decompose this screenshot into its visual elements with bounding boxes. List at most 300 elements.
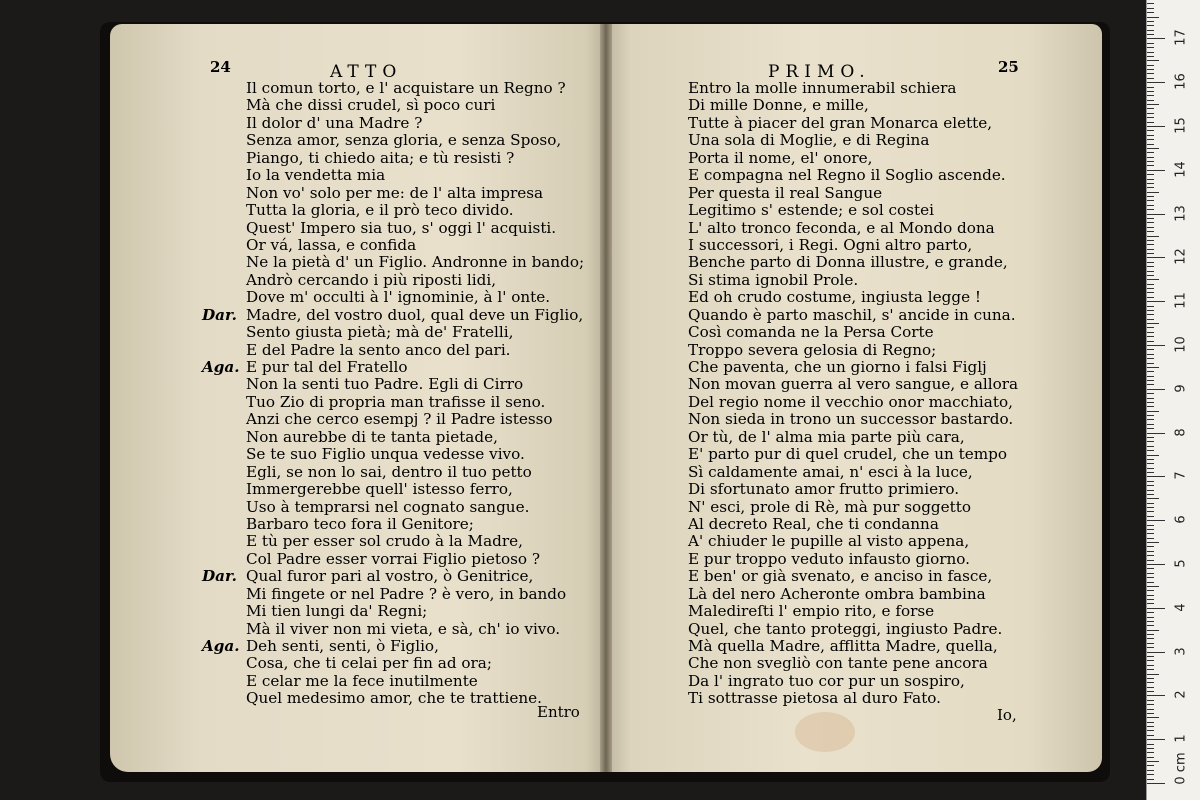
verse-text: Dove m' occulti à l' ignominie, à l' onte. xyxy=(246,288,551,307)
verse-line xyxy=(246,80,584,97)
verse-text: Troppo severa gelosia di Regno; xyxy=(688,340,937,359)
ruler-tick xyxy=(1147,292,1154,293)
ruler-tick xyxy=(1147,643,1154,644)
verse-line xyxy=(202,637,584,655)
verse-line xyxy=(688,673,1018,690)
verse-line xyxy=(246,673,584,690)
verse-line xyxy=(688,411,1018,428)
ruler-tick xyxy=(1147,34,1154,35)
verse-text: A' chiuder le pupille al visto appena, xyxy=(688,532,970,551)
verse-line xyxy=(246,342,584,359)
ruler-tick xyxy=(1147,503,1154,504)
ruler-tick xyxy=(1147,511,1154,512)
verse-text: Cosa, che ti celai per fin ad ora; xyxy=(246,654,492,673)
ruler-tick xyxy=(1147,577,1154,578)
ruler-tick xyxy=(1147,38,1165,39)
verse-line xyxy=(688,237,1018,254)
verse-text: Da l' ingrato tuo cor pur un sospiro, xyxy=(688,671,965,690)
verse-text: Sì caldamente amai, n' esci à la luce, xyxy=(688,462,973,481)
verse-line xyxy=(246,655,584,672)
ruler-tick xyxy=(1147,424,1154,425)
ruler-tick xyxy=(1147,752,1154,753)
ruler-tick xyxy=(1147,56,1154,57)
verse-line xyxy=(246,394,584,411)
ruler-tick xyxy=(1147,65,1154,66)
ruler-tick xyxy=(1147,674,1159,675)
ruler-tick xyxy=(1147,249,1154,250)
verse-line xyxy=(246,237,584,254)
verse-text: Qual furor pari al vostro, ò Genitrice, xyxy=(246,567,534,586)
verse-text: Entro la molle innumerabil schiera xyxy=(688,79,957,97)
verse-text: Porta il nome, el' onore, xyxy=(688,148,873,167)
verse-text: Del regio nome il vecchio onor macchiato, xyxy=(688,392,1013,411)
ruler-tick xyxy=(1147,266,1154,267)
verse-line xyxy=(246,603,584,620)
verse-text: E' parto pur di quel crudel, che un tempo xyxy=(688,445,1007,464)
verse-line xyxy=(688,551,1018,568)
ruler-tick xyxy=(1147,271,1154,272)
ruler-tick xyxy=(1147,463,1154,464)
ruler-tick xyxy=(1147,546,1154,547)
verse-line xyxy=(246,411,584,428)
ruler-tick xyxy=(1147,656,1154,657)
ruler-label: 9 xyxy=(1173,384,1189,393)
verse-text: Benche parto di Donna illustre, e grande, xyxy=(688,253,1008,272)
ruler-tick xyxy=(1147,165,1154,166)
speaker-label: Dar. xyxy=(202,305,237,324)
ruler-tick xyxy=(1147,323,1159,324)
verse-text: Di mille Donne, e mille, xyxy=(688,96,869,115)
verse-text: Sento giusta pietà; mà de' Fratelli, xyxy=(246,323,514,342)
verse-text: Non movan guerra al vero sangue, e allora xyxy=(688,375,1019,394)
ruler-tick xyxy=(1147,327,1154,328)
ruler-tick xyxy=(1147,494,1154,495)
ruler-tick xyxy=(1147,779,1154,780)
verse-line xyxy=(246,516,584,533)
verse-line xyxy=(246,289,584,306)
ruler-tick xyxy=(1147,12,1154,13)
ruler-tick xyxy=(1147,770,1154,771)
ruler-tick xyxy=(1147,139,1154,140)
ruler-tick xyxy=(1147,419,1154,420)
ruler-tick xyxy=(1147,196,1154,197)
ruler-tick xyxy=(1147,621,1154,622)
ruler-tick xyxy=(1147,161,1154,162)
ruler-tick xyxy=(1147,638,1154,639)
ruler-tick xyxy=(1147,279,1159,280)
verse-line xyxy=(246,132,584,149)
ruler-tick xyxy=(1147,95,1154,96)
ruler-tick xyxy=(1147,485,1154,486)
verse-line xyxy=(688,394,1018,411)
ruler-tick xyxy=(1147,590,1154,591)
verse-text: Quel, che tanto proteggi, ingiusto Padre. xyxy=(688,619,1003,638)
verse-text: Non la senti tuo Padre. Egli di Cirro xyxy=(246,375,524,394)
verse-line xyxy=(688,481,1018,498)
ruler-tick xyxy=(1147,345,1165,346)
ruler-tick xyxy=(1147,332,1154,333)
ruler-tick xyxy=(1147,647,1154,648)
verse-line xyxy=(688,621,1018,638)
verse-text: Tutte à piacer del gran Monarca elette, xyxy=(688,113,993,132)
ruler-tick xyxy=(1147,275,1154,276)
ruler-label: 14 xyxy=(1173,161,1189,178)
verse-text: Ed oh crudo costume, ingiusta legge ! xyxy=(688,288,981,307)
ruler-tick xyxy=(1147,481,1154,482)
ruler-tick xyxy=(1147,525,1154,526)
ruler-tick xyxy=(1147,774,1154,775)
ruler-tick xyxy=(1147,91,1154,92)
verse-line xyxy=(246,167,584,184)
verse-line xyxy=(688,499,1018,516)
ruler-tick xyxy=(1147,433,1165,434)
verse-text: Tutta la gloria, e il prò teco divido. xyxy=(246,201,514,220)
verse-text: Al decreto Real, che ti condanna xyxy=(688,514,939,533)
verse-line xyxy=(688,690,1018,707)
ruler-tick xyxy=(1147,301,1165,302)
ruler-label: 4 xyxy=(1173,603,1189,612)
verse-text: Io la vendetta mia xyxy=(246,166,386,185)
ruler-tick xyxy=(1147,358,1154,359)
verse-text: Egli, se non lo sai, dentro il tuo petto xyxy=(246,462,532,481)
ruler-tick xyxy=(1147,222,1154,223)
right-running-head: PRIMO. xyxy=(768,62,871,82)
ruler-tick xyxy=(1147,376,1154,377)
verse-line xyxy=(688,533,1018,550)
ruler-tick xyxy=(1147,367,1159,368)
ruler-tick xyxy=(1147,104,1159,105)
verse-line xyxy=(246,621,584,638)
verse-line xyxy=(688,185,1018,202)
ruler-label: 8 xyxy=(1173,427,1189,437)
verse-text: E compagna nel Regno il Soglio ascende. xyxy=(688,166,1006,185)
ruler-tick xyxy=(1147,704,1154,705)
ruler-tick xyxy=(1147,455,1159,456)
verse-text: E del Padre la sento anco del pari. xyxy=(246,340,511,359)
verse-line xyxy=(688,307,1018,324)
ruler-tick xyxy=(1147,665,1154,666)
ruler-tick xyxy=(1147,573,1154,574)
verse-text: Col Padre esser vorrai Figlio pietoso ? xyxy=(246,549,540,568)
verse-line xyxy=(202,305,584,324)
verse-text: Per questa il real Sangue xyxy=(688,183,883,202)
verse-text: Mi tien lungi da' Regni; xyxy=(246,602,428,621)
ruler-tick xyxy=(1147,144,1154,145)
ruler-tick xyxy=(1147,130,1154,131)
ruler-tick xyxy=(1147,157,1154,158)
right-page-number: 25 xyxy=(998,58,1019,76)
verse-text: E pur tal del Fratello xyxy=(246,358,408,376)
verse-text: Quest' Impero sia tuo, s' oggi l' acquisti. xyxy=(246,218,557,237)
verse-text: E tù per esser sol crudo à la Madre, xyxy=(246,532,523,551)
verse-line xyxy=(246,499,584,516)
verse-text: Non sieda in trono un successor bastardo. xyxy=(688,410,1014,429)
ruler-tick xyxy=(1147,152,1154,153)
ruler-unit-label: 0 cm xyxy=(1173,752,1189,785)
book-gutter xyxy=(600,24,612,772)
right-page-verse xyxy=(688,80,1018,708)
verse-text: Non vo' solo per me: de l' alta impresa xyxy=(246,183,544,202)
ruler-tick xyxy=(1147,568,1154,569)
ruler-tick xyxy=(1147,634,1154,635)
ruler-label: 6 xyxy=(1173,515,1189,524)
ruler-label: 16 xyxy=(1173,73,1189,90)
verse-line xyxy=(246,586,584,603)
ruler-tick xyxy=(1147,60,1159,61)
verse-text: L' alto tronco feconda, e al Mondo dona xyxy=(688,218,995,237)
ruler-tick xyxy=(1147,538,1154,539)
verse-line xyxy=(688,254,1018,271)
ruler-label: 2 xyxy=(1173,690,1189,700)
left-catchword: Entro xyxy=(537,703,580,721)
ruler-tick xyxy=(1147,183,1154,184)
verse-line xyxy=(688,80,1018,97)
paper-stain xyxy=(795,712,855,752)
ruler-tick xyxy=(1147,314,1154,315)
ruler-tick xyxy=(1147,608,1165,609)
ruler-tick xyxy=(1147,363,1154,364)
verse-line xyxy=(688,132,1018,149)
verse-line xyxy=(688,359,1018,376)
ruler-tick xyxy=(1147,730,1154,731)
verse-line xyxy=(688,516,1018,533)
verse-text: Si stima ignobil Prole. xyxy=(688,270,859,289)
ruler-tick xyxy=(1147,17,1159,18)
ruler-tick xyxy=(1147,30,1154,31)
verse-line xyxy=(246,202,584,219)
ruler-tick xyxy=(1147,200,1154,201)
verse-line xyxy=(202,358,584,376)
ruler-tick xyxy=(1147,498,1159,499)
ruler-tick xyxy=(1147,306,1154,307)
ruler-label: 11 xyxy=(1173,292,1189,309)
ruler-tick xyxy=(1147,490,1154,491)
verse-line xyxy=(246,97,584,114)
ruler-tick xyxy=(1147,687,1154,688)
ruler-tick xyxy=(1147,262,1154,263)
ruler-tick xyxy=(1147,108,1154,109)
verse-line xyxy=(246,690,584,707)
ruler-tick xyxy=(1147,122,1154,123)
ruler-tick xyxy=(1147,446,1154,447)
ruler-tick xyxy=(1147,507,1154,508)
ruler-tick xyxy=(1147,3,1154,4)
verse-text: N' esci, prole di Rè, mà pur soggetto xyxy=(688,497,971,516)
verse-line xyxy=(246,150,584,167)
verse-line xyxy=(246,115,584,132)
verse-text: Mà il viver non mi vieta, e sà, ch' io vivo. xyxy=(246,619,561,638)
ruler-tick xyxy=(1147,783,1165,784)
verse-line xyxy=(688,429,1018,446)
ruler-tick xyxy=(1147,564,1165,565)
ruler-tick xyxy=(1147,288,1154,289)
ruler-tick xyxy=(1147,669,1154,670)
verse-text: Piango, ti chiedo aita; e tù resisti ? xyxy=(246,148,515,167)
ruler-tick xyxy=(1147,297,1154,298)
ruler-label: 10 xyxy=(1173,336,1189,353)
ruler-tick xyxy=(1147,253,1154,254)
verse-text: Tuo Zio di propria man trafisse il seno. xyxy=(246,392,546,411)
ruler-tick xyxy=(1147,476,1165,477)
ruler-tick xyxy=(1147,244,1154,245)
ruler-tick xyxy=(1147,393,1154,394)
verse-line xyxy=(246,324,584,341)
ruler-tick xyxy=(1147,700,1154,701)
ruler-tick xyxy=(1147,187,1154,188)
verse-line xyxy=(688,376,1018,393)
ruler-tick xyxy=(1147,744,1154,745)
ruler-tick xyxy=(1147,240,1154,241)
ruler-label: 12 xyxy=(1173,248,1189,266)
verse-text: E pur troppo veduto infausto giorno. xyxy=(688,549,971,568)
ruler-tick xyxy=(1147,73,1154,74)
ruler-tick xyxy=(1147,82,1165,83)
ruler-tick xyxy=(1147,336,1154,337)
ruler-tick xyxy=(1147,52,1154,53)
ruler-tick xyxy=(1147,21,1154,22)
ruler-tick xyxy=(1147,542,1159,543)
verse-line xyxy=(688,586,1018,603)
verse-text: Ne la pietà d' un Figlio. Andronne in bando; xyxy=(246,253,585,272)
ruler-tick xyxy=(1147,8,1154,9)
ruler-tick xyxy=(1147,617,1154,618)
ruler-tick xyxy=(1147,437,1154,438)
ruler-tick xyxy=(1147,78,1154,79)
ruler-tick xyxy=(1147,520,1165,521)
verse-text: Anzi che cerco esempj ? il Padre istesso xyxy=(246,410,553,429)
ruler-tick xyxy=(1147,695,1165,696)
verse-text: Così comanda ne la Persa Corte xyxy=(688,323,934,342)
ruler-tick xyxy=(1147,682,1154,683)
ruler-tick xyxy=(1147,257,1165,258)
verse-text: Ti sottrasse pietosa al duro Fato. xyxy=(688,689,942,708)
left-page-verse xyxy=(202,79,585,708)
ruler-tick xyxy=(1147,586,1159,587)
ruler-label: 7 xyxy=(1173,471,1189,481)
ruler-label: 1 xyxy=(1173,734,1189,743)
ruler-tick xyxy=(1147,603,1154,604)
verse-text: Madre, del vostro duol, qual deve un Figlio, xyxy=(246,305,584,324)
speaker-label: Dar. xyxy=(202,567,237,586)
ruler-tick xyxy=(1147,227,1154,228)
verse-line xyxy=(688,202,1018,219)
ruler-tick xyxy=(1147,43,1154,44)
left-page-number: 24 xyxy=(210,58,231,76)
ruler-tick xyxy=(1147,441,1154,442)
verse-line xyxy=(688,568,1018,585)
speaker-label: Aga. xyxy=(202,358,240,376)
verse-text: I successori, i Regi. Ogni altro parto, xyxy=(688,235,973,254)
verse-text: Or vá, lassa, e confida xyxy=(246,235,417,254)
verse-line xyxy=(688,115,1018,132)
ruler-tick xyxy=(1147,678,1154,679)
ruler-tick xyxy=(1147,757,1154,758)
ruler-tick xyxy=(1147,231,1154,232)
verse-line xyxy=(688,272,1018,289)
ruler-tick xyxy=(1147,739,1165,740)
verse-text: Andrò cercando i più riposti lidi, xyxy=(246,270,497,289)
ruler-tick xyxy=(1147,612,1154,613)
verse-line xyxy=(688,167,1018,184)
verse-line xyxy=(246,220,584,237)
verse-text: Se te suo Figlio unqua vedesse vivo. xyxy=(246,445,525,464)
verse-line xyxy=(688,150,1018,167)
ruler-tick xyxy=(1147,709,1154,710)
ruler-tick xyxy=(1147,516,1154,517)
verse-text: Deh senti, senti, ò Figlio, xyxy=(246,637,439,655)
verse-line xyxy=(246,464,584,481)
ruler-tick xyxy=(1147,415,1154,416)
ruler-tick xyxy=(1147,630,1159,631)
ruler-label: 13 xyxy=(1173,204,1189,222)
ruler-tick xyxy=(1147,722,1154,723)
verse-line xyxy=(688,220,1018,237)
ruler-label: 3 xyxy=(1173,646,1189,656)
verse-line xyxy=(688,655,1018,672)
ruler-tick xyxy=(1147,113,1154,114)
ruler-tick xyxy=(1147,87,1154,88)
verse-line xyxy=(688,638,1018,655)
verse-line xyxy=(246,254,584,271)
ruler-tick xyxy=(1147,691,1154,692)
ruler-tick xyxy=(1147,126,1165,127)
verse-text: Legitimo s' estende; e sol costei xyxy=(688,201,934,220)
verse-text: Di sfortunato amor frutto primiero. xyxy=(688,480,960,499)
ruler-tick xyxy=(1147,660,1154,661)
ruler-tick xyxy=(1147,341,1154,342)
ruler-label: 5 xyxy=(1173,559,1189,568)
ruler-tick xyxy=(1147,371,1154,372)
verse-line xyxy=(246,481,584,498)
verse-line xyxy=(246,185,584,202)
ruler-tick xyxy=(1147,533,1154,534)
verse-line xyxy=(688,446,1018,463)
measuring-ruler xyxy=(1146,0,1200,800)
verse-text: Mà che dissi crudel, sì poco curi xyxy=(246,96,496,115)
verse-text: Mi fingete or nel Padre ? è vero, in bando xyxy=(246,584,567,603)
ruler-tick xyxy=(1147,472,1154,473)
speaker-label: Aga. xyxy=(202,637,240,655)
ruler-tick xyxy=(1147,717,1159,718)
ruler-tick xyxy=(1147,179,1154,180)
ruler-tick xyxy=(1147,349,1154,350)
ruler-tick xyxy=(1147,100,1154,101)
ruler-tick xyxy=(1147,148,1159,149)
ruler-tick xyxy=(1147,551,1154,552)
ruler-tick xyxy=(1147,406,1154,407)
ruler-tick xyxy=(1147,214,1165,215)
ruler-tick xyxy=(1147,761,1159,762)
ruler-tick xyxy=(1147,135,1154,136)
verse-text: Là del nero Acheronte ombra bambina xyxy=(688,584,986,603)
ruler-tick xyxy=(1147,428,1154,429)
ruler-tick xyxy=(1147,402,1154,403)
verse-line xyxy=(688,464,1018,481)
verse-text: Il dolor d' una Madre ? xyxy=(246,113,423,132)
verse-line xyxy=(688,603,1018,620)
ruler-tick xyxy=(1147,726,1154,727)
ruler-tick xyxy=(1147,582,1154,583)
ruler-tick xyxy=(1147,398,1154,399)
verse-text: Che paventa, che un giorno i falsi Figlj xyxy=(688,358,987,376)
ruler-tick xyxy=(1147,170,1165,171)
ruler-tick xyxy=(1147,529,1154,530)
ruler-tick xyxy=(1147,765,1154,766)
verse-text: Or tù, de l' alma mia parte più cara, xyxy=(688,427,965,446)
verse-text: Barbaro teco fora il Genitore; xyxy=(246,514,474,533)
verse-text: Non aurebbe di te tanta pietade, xyxy=(246,427,498,446)
ruler-tick xyxy=(1147,652,1165,653)
